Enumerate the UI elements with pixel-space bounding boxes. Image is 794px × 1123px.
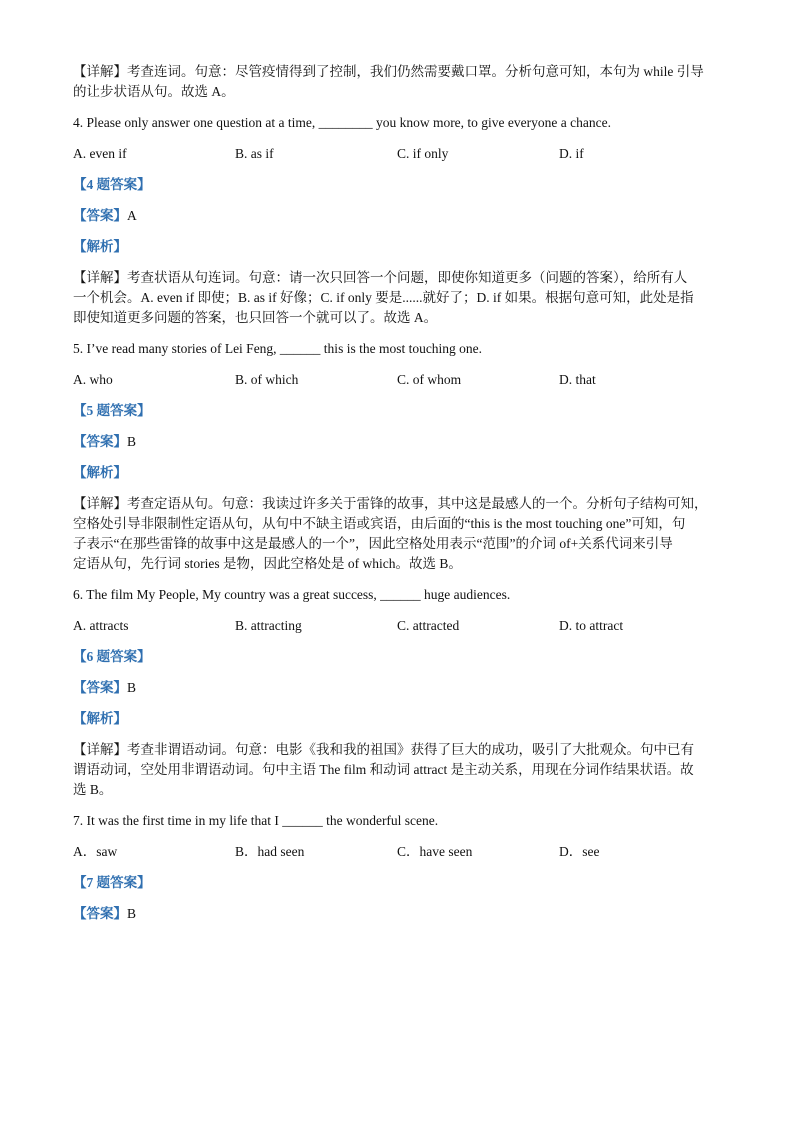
paragraph-line: 空格处引导非限制性定语从句，从句中不缺主语或宾语，由后面的“this is the most touching one”可知，句 <box>73 516 686 531</box>
option-item: A. even if <box>73 146 127 161</box>
answer-options <box>73 370 723 390</box>
option-item: D．see <box>559 844 600 859</box>
option-item: D. if <box>559 146 584 161</box>
paragraph-line: 即使知道更多问题的答案，也只回答一个就可以了。故选 A。 <box>73 310 438 325</box>
answer-options <box>73 842 723 862</box>
answer-label: 【答案】 <box>73 906 127 921</box>
option-item: A. attracts <box>73 618 129 633</box>
answer-label: 【答案】 <box>73 434 127 449</box>
question-text: 4. Please only answer one question at a time, ________ you know more, to give everyone a chance. <box>73 115 611 130</box>
paragraph-line: 【详解】考查状语从句连词。句意：请一次只回答一个问题，即使你知道更多（问题的答案），给所有人 <box>73 270 688 285</box>
question-text: 7. It was the first time in my life that I ______ the wonderful scene. <box>73 813 439 828</box>
paragraph-line: 【详解】考查非谓语动词。句意：电影《我和我的祖国》获得了巨大的成功，吸引了大批观众。句中已有 <box>73 742 694 757</box>
paragraph-line: 一个机会。A. even if 即使；B. as if 好像；C. if only 要是......就好了；D. if 如果。根据句意可知，此处是指 <box>73 290 694 305</box>
option-item: A．saw <box>73 844 118 859</box>
explanation-paragraph <box>73 268 723 328</box>
paragraph-line: 定语从句，先行词 stories 是物，因此空格处是 of which。故选 B。 <box>73 556 462 571</box>
paragraph-line: 子表示“在那些雷锋的故事中这是最感人的一个”，因此空格处用表示“范围”的介词 of+关系代词来引导 <box>73 536 673 551</box>
paragraph-line: 【详解】考查定语从句。句意：我读过许多关于雷锋的故事，其中这是最感人的一个。分析句子结构可知， <box>73 496 708 511</box>
option-item: B．had seen <box>235 844 305 859</box>
answer-value: B <box>127 434 137 449</box>
section-tag: 【4 题答案】 <box>73 177 151 192</box>
section-tag: 【解析】 <box>73 465 127 480</box>
answer-options <box>73 144 723 164</box>
section-tag: 【6 题答案】 <box>73 649 151 664</box>
question-text: 5. I’ve read many stories of Lei Feng, ______ this is the most touching one. <box>73 341 483 356</box>
answer-label: 【答案】 <box>73 208 127 223</box>
option-item: C．have seen <box>397 844 473 859</box>
explanation-paragraph <box>73 62 723 102</box>
section-tag: 【7 题答案】 <box>73 875 151 890</box>
option-item: B. attracting <box>235 618 302 633</box>
explanation-paragraph <box>73 494 723 574</box>
option-item: A. who <box>73 372 113 387</box>
answer-row <box>73 678 723 698</box>
option-item: D. to attract <box>559 618 624 633</box>
answer-label: 【答案】 <box>73 680 127 695</box>
answer-value: B <box>127 680 137 695</box>
answer-value: A <box>127 208 137 223</box>
paragraph-line: 谓语动词，空处用非谓语动词。句中主语 The film 和动词 attract 是主动关系，用现在分词作结果状语。故 <box>73 762 694 777</box>
option-item: D. that <box>559 372 596 387</box>
paragraph-line: 【详解】考查连词。句意：尽管疫情得到了控制，我们仍然需要戴口罩。分析句意可知，本句为 while 引导 <box>73 64 704 79</box>
option-item: C. of whom <box>397 372 462 387</box>
paragraph-line: 的让步状语从句。故选 A。 <box>73 84 235 99</box>
option-item: C. if only <box>397 146 449 161</box>
answer-row <box>73 432 723 452</box>
section-tag: 【解析】 <box>73 711 127 726</box>
option-item: B. of which <box>235 372 299 387</box>
option-item: C. attracted <box>397 618 460 633</box>
explanation-paragraph <box>73 740 723 800</box>
paragraph-line: 选 B。 <box>73 782 113 797</box>
answer-row <box>73 904 723 924</box>
answer-row <box>73 206 723 226</box>
document-page <box>73 62 723 924</box>
section-tag: 【5 题答案】 <box>73 403 151 418</box>
question-text: 6. The film My People, My country was a great success, ______ huge audiences. <box>73 587 511 602</box>
section-tag: 【解析】 <box>73 239 127 254</box>
answer-options <box>73 616 723 636</box>
answer-value: B <box>127 906 137 921</box>
option-item: B. as if <box>235 146 274 161</box>
